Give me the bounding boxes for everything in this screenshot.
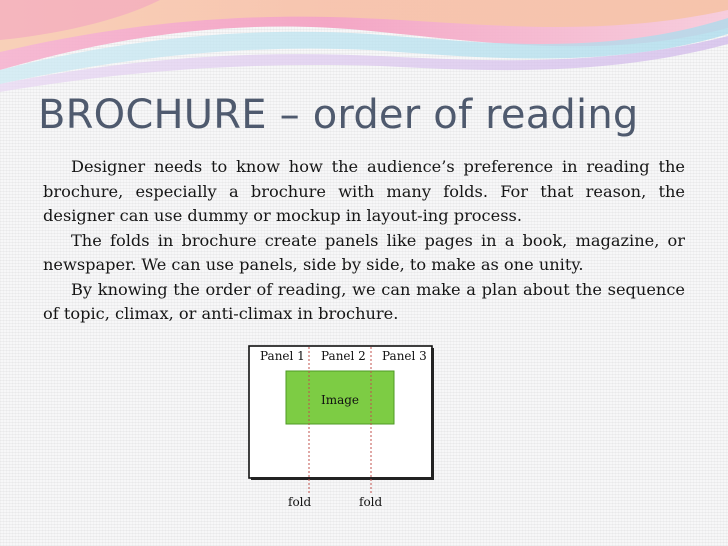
image-label: Image	[320, 393, 360, 407]
slide-title: BROCHURE – order of reading	[38, 92, 639, 138]
panel-label-2: Panel 2	[321, 349, 366, 363]
paragraph-folds-panels: The folds in brochure create panels like pages in a book, magazine, or newspaper. We can use panels, side by side, to make as one unity.	[43, 230, 685, 274]
slide-body	[43, 155, 685, 327]
fold-label-1: fold	[288, 495, 312, 509]
paragraph-designer-preference: Designer needs to know how the audience’s preference in reading the brochure, especially a brochure with many folds. For that reason, the designer can use dummy or mockup in layout-ing process.	[43, 157, 685, 225]
paragraph-order-of-reading: By knowing the order of reading, we can make a plan about the sequence of topic, climax, or anti-climax in brochure.	[43, 279, 685, 323]
brochure-panels-diagram	[246, 343, 436, 519]
brochure-frame-shadow-right	[431, 348, 434, 480]
decorative-banner	[0, 0, 728, 100]
brochure-frame-shadow	[251, 477, 434, 480]
fold-label-2: fold	[359, 495, 383, 509]
brochure-diagram-graphic	[246, 343, 436, 519]
panel-label-1: Panel 1	[260, 349, 305, 363]
panel-label-3: Panel 3	[382, 349, 427, 363]
